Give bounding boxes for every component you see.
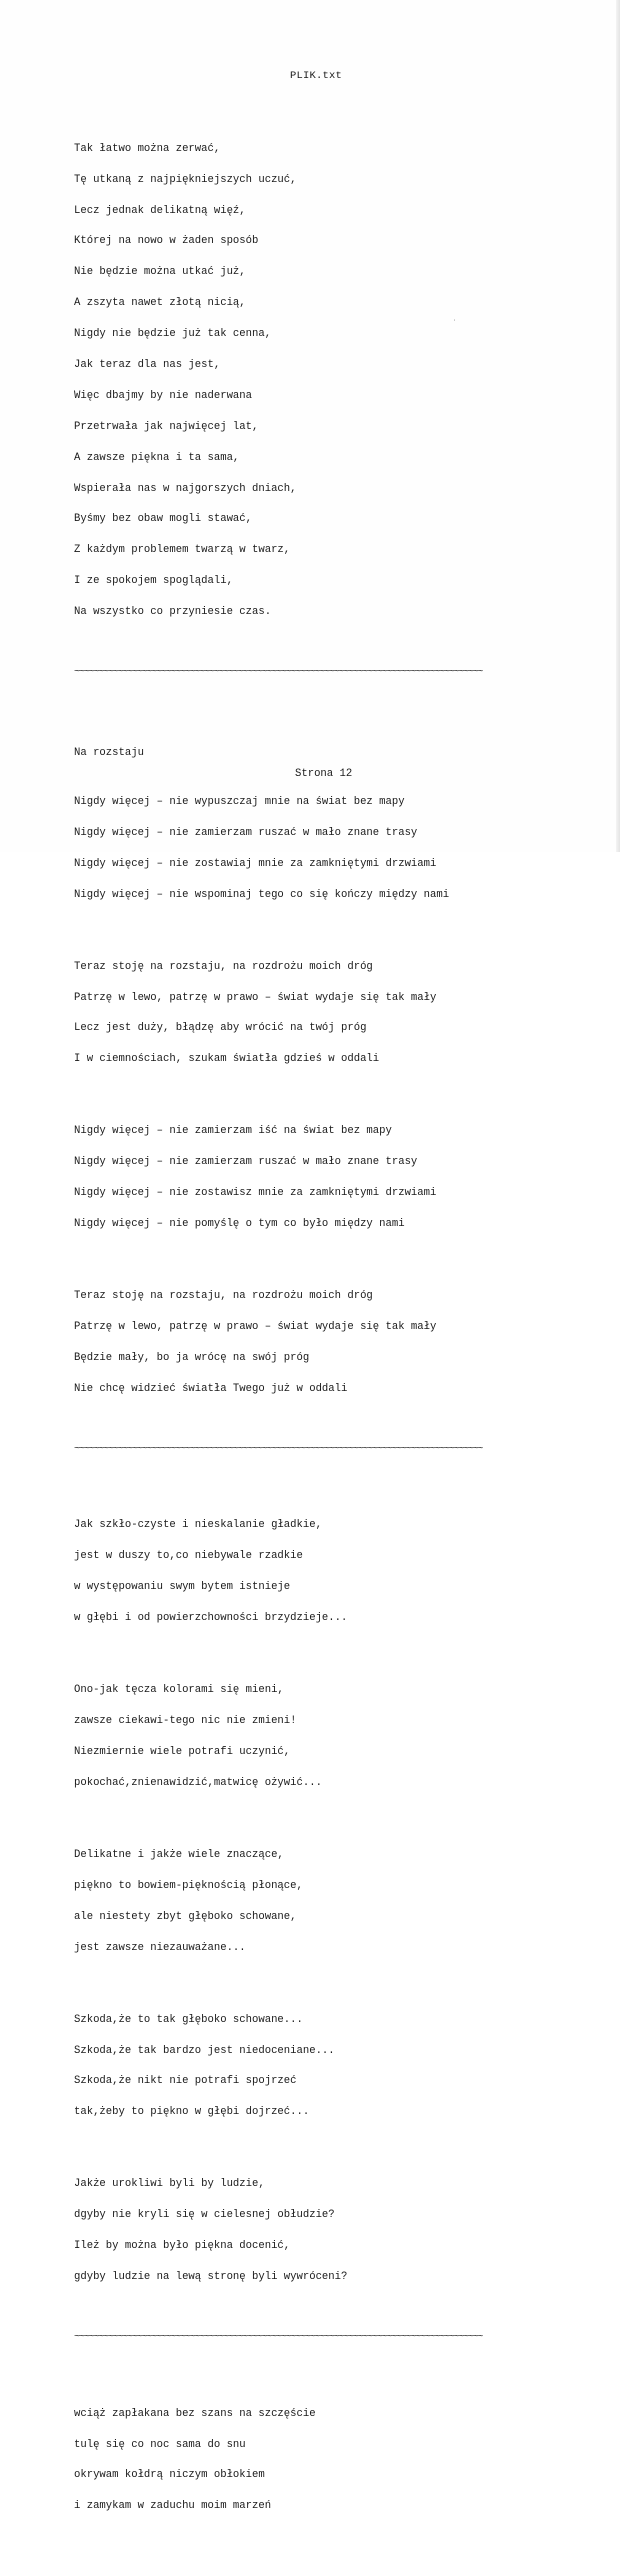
poem-line: Lecz jednak delikatną więź, xyxy=(74,204,246,217)
stanza-gap xyxy=(74,1085,454,1095)
poem-line: Jak teraz dla nas jest, xyxy=(74,359,221,372)
poem-line: Delikatne i jakże wiele znaczące, xyxy=(74,1848,284,1861)
poem-line: A zszyta nawet złotą nicią, xyxy=(74,297,246,310)
poem-line: Z każdym problemem twarzą w twarz, xyxy=(74,544,291,557)
poem-line: Nigdy nie będzie już tak cenna, xyxy=(74,328,272,341)
poem-line: Szkoda,że nikt nie potrafi spojrzeć xyxy=(74,2075,297,2088)
poem-line: pokochać,znienawidzić,matwicę ożywić... xyxy=(74,1776,322,1789)
poem-line: jest w duszy to,co niebywale rzadkie xyxy=(74,1550,303,1563)
separator-line: ~~~~~~~~~~~~~~~~~~~~~~~~~~~~~~~~~~~~~~~~~~~~~~~~~~~~~~~~~~~~~~~~~~~~~~~~~~~~~~~~~~~~~ xyxy=(74,666,483,678)
page-number: Strona 12 xyxy=(295,768,353,780)
poem-line: Na wszystko co przyniesie czas. xyxy=(74,606,272,619)
poem-line: Nigdy więcej – nie zostawisz mnie za zamkniętymi drzwiami xyxy=(74,1187,437,1200)
poem-3 xyxy=(74,1500,454,2303)
poem-line: ale niestety zbyt głęboko schowane, xyxy=(74,1910,297,1923)
document-title: PLIK.txt xyxy=(290,70,343,82)
poem-line: Niezmiernie wiele potrafi uczynić, xyxy=(74,1745,291,1758)
poem-line: Nigdy więcej – nie zamierzam ruszać w mało znane trasy xyxy=(74,1156,418,1169)
poem-line: Byśmy bez obaw mogli stawać, xyxy=(74,513,253,526)
stanza-gap xyxy=(74,1644,454,1654)
poem-line: dgyby nie kryli się w cielesnej obłudzie? xyxy=(74,2209,335,2222)
document-body xyxy=(74,82,483,2553)
poem-line: Nigdy więcej – nie pomyślę o tym co było między nami xyxy=(74,1218,405,1231)
poem-line: Jakże urokliwi byli by ludzie, xyxy=(74,2178,265,2191)
poem-line: Tę utkaną z najpiękniejszych uczuć, xyxy=(74,173,297,186)
poem-line: Patrzę w lewo, patrzę w prawo – świat wydaje się tak mały xyxy=(74,1321,437,1334)
separator-line: ~~~~~~~~~~~~~~~~~~~~~~~~~~~~~~~~~~~~~~~~~~~~~~~~~~~~~~~~~~~~~~~~~~~~~~~~~~~~~~~~~~~~~ xyxy=(74,2331,483,2343)
poem-line: Więc dbajmy by nie naderwana xyxy=(74,389,253,402)
poem-line: Teraz stoję na rozstaju, na rozdrożu moich dróg xyxy=(74,960,373,973)
poem-line: Ono-jak tęcza kolorami się mieni, xyxy=(74,1684,284,1697)
poem-line: Szkoda,że tak bardzo jest niedoceniane... xyxy=(74,2044,335,2057)
poem-line: Nigdy więcej – nie zamierzam iść na świat bez mapy xyxy=(74,1125,392,1138)
poem-line: Teraz stoję na rozstaju, na rozdrożu moich dróg xyxy=(74,1290,373,1303)
poem-line: I w ciemnościach, szukam światła gdzieś w oddali xyxy=(74,1053,380,1066)
stanza-gap xyxy=(74,1973,454,1983)
poem-line: Ileż by można było piękna docenić, xyxy=(74,2240,291,2253)
poem-line: Szkoda,że to tak głęboko schowane... xyxy=(74,2013,303,2026)
poem-line: zawsze ciekawi-tego nic nie zmieni! xyxy=(74,1715,297,1728)
poem-line: Nigdy więcej – nie wypuszczaj mnie na świat bez mapy xyxy=(74,795,405,808)
poem-line: wciąż zapłakana bez szans na szczęście xyxy=(74,2407,316,2420)
poem-line: Wspierała nas w najgorszych dniach, xyxy=(74,482,297,495)
stanza-gap xyxy=(74,1250,454,1260)
stanza-gap xyxy=(74,1809,454,1819)
stanza-gap xyxy=(74,920,454,930)
separator-line: ~~~~~~~~~~~~~~~~~~~~~~~~~~~~~~~~~~~~~~~~~~~~~~~~~~~~~~~~~~~~~~~~~~~~~~~~~~~~~~~~~~~~~ xyxy=(74,1443,483,1455)
poem-line: tak,żeby to piękno w głębi dojrzeć... xyxy=(74,2106,310,2119)
poem-line: Nigdy więcej – nie zostawiaj mnie za zamkniętymi drzwiami xyxy=(74,857,437,870)
stray-scan-mark: ʿ xyxy=(452,319,458,329)
poem-line: Przetrwała jak najwięcej lat, xyxy=(74,420,259,433)
poem-line: okrywam kołdrą niczym obłokiem xyxy=(74,2469,265,2482)
poem-line: Patrzę w lewo, patrzę w prawo – świat wydaje się tak mały xyxy=(74,991,437,1004)
poem-line: Nie będzie można utkać już, xyxy=(74,266,246,279)
poem-title: Na rozstaju xyxy=(74,746,144,759)
poem-line: Tak łatwo można zerwać, xyxy=(74,142,221,155)
poem-line: Jak szkło-czyste i nieskalanie gładkie, xyxy=(74,1519,322,1532)
poem-line: Nigdy więcej – nie wspominaj tego co się kończy między nami xyxy=(74,888,450,901)
poem-line: Nigdy więcej – nie zamierzam ruszać w mało znane trasy xyxy=(74,826,418,839)
poem-line: w występowaniu swym bytem istnieje xyxy=(74,1581,291,1594)
poem-line: Będzie mały, bo ja wrócę na swój próg xyxy=(74,1351,310,1364)
poem-4 xyxy=(74,2388,454,2532)
poem-line: jest zawsze niezauważane... xyxy=(74,1941,246,1954)
poem-line: w głębi i od powierzchowności brzydzieje... xyxy=(74,1612,348,1625)
poem-line: Lecz jest duży, błądzę aby wrócić na twój próg xyxy=(74,1022,367,1035)
poem-line: gdyby ludzie na lewą stronę byli wywróceni? xyxy=(74,2271,348,2284)
stanza-gap xyxy=(74,2138,454,2148)
poem-line: Której na nowo w żaden sposób xyxy=(74,235,259,248)
poem-line: i zamykam w zaduchu moim marzeń xyxy=(74,2500,272,2513)
poem-line: I ze spokojem spoglądali, xyxy=(74,575,233,588)
scan-edge-shadow xyxy=(616,0,620,852)
poem-line: tulę się co noc sama do snu xyxy=(74,2438,246,2451)
poem-line: A zawsze piękna i ta sama, xyxy=(74,451,240,464)
poem-1 xyxy=(74,123,458,638)
poem-line: Nie chcę widzieć światła Twego już w oddali xyxy=(74,1382,348,1395)
poem-2 xyxy=(74,723,454,1415)
poem-line: piękno to bowiem-pięknością płonące, xyxy=(74,1879,303,1892)
